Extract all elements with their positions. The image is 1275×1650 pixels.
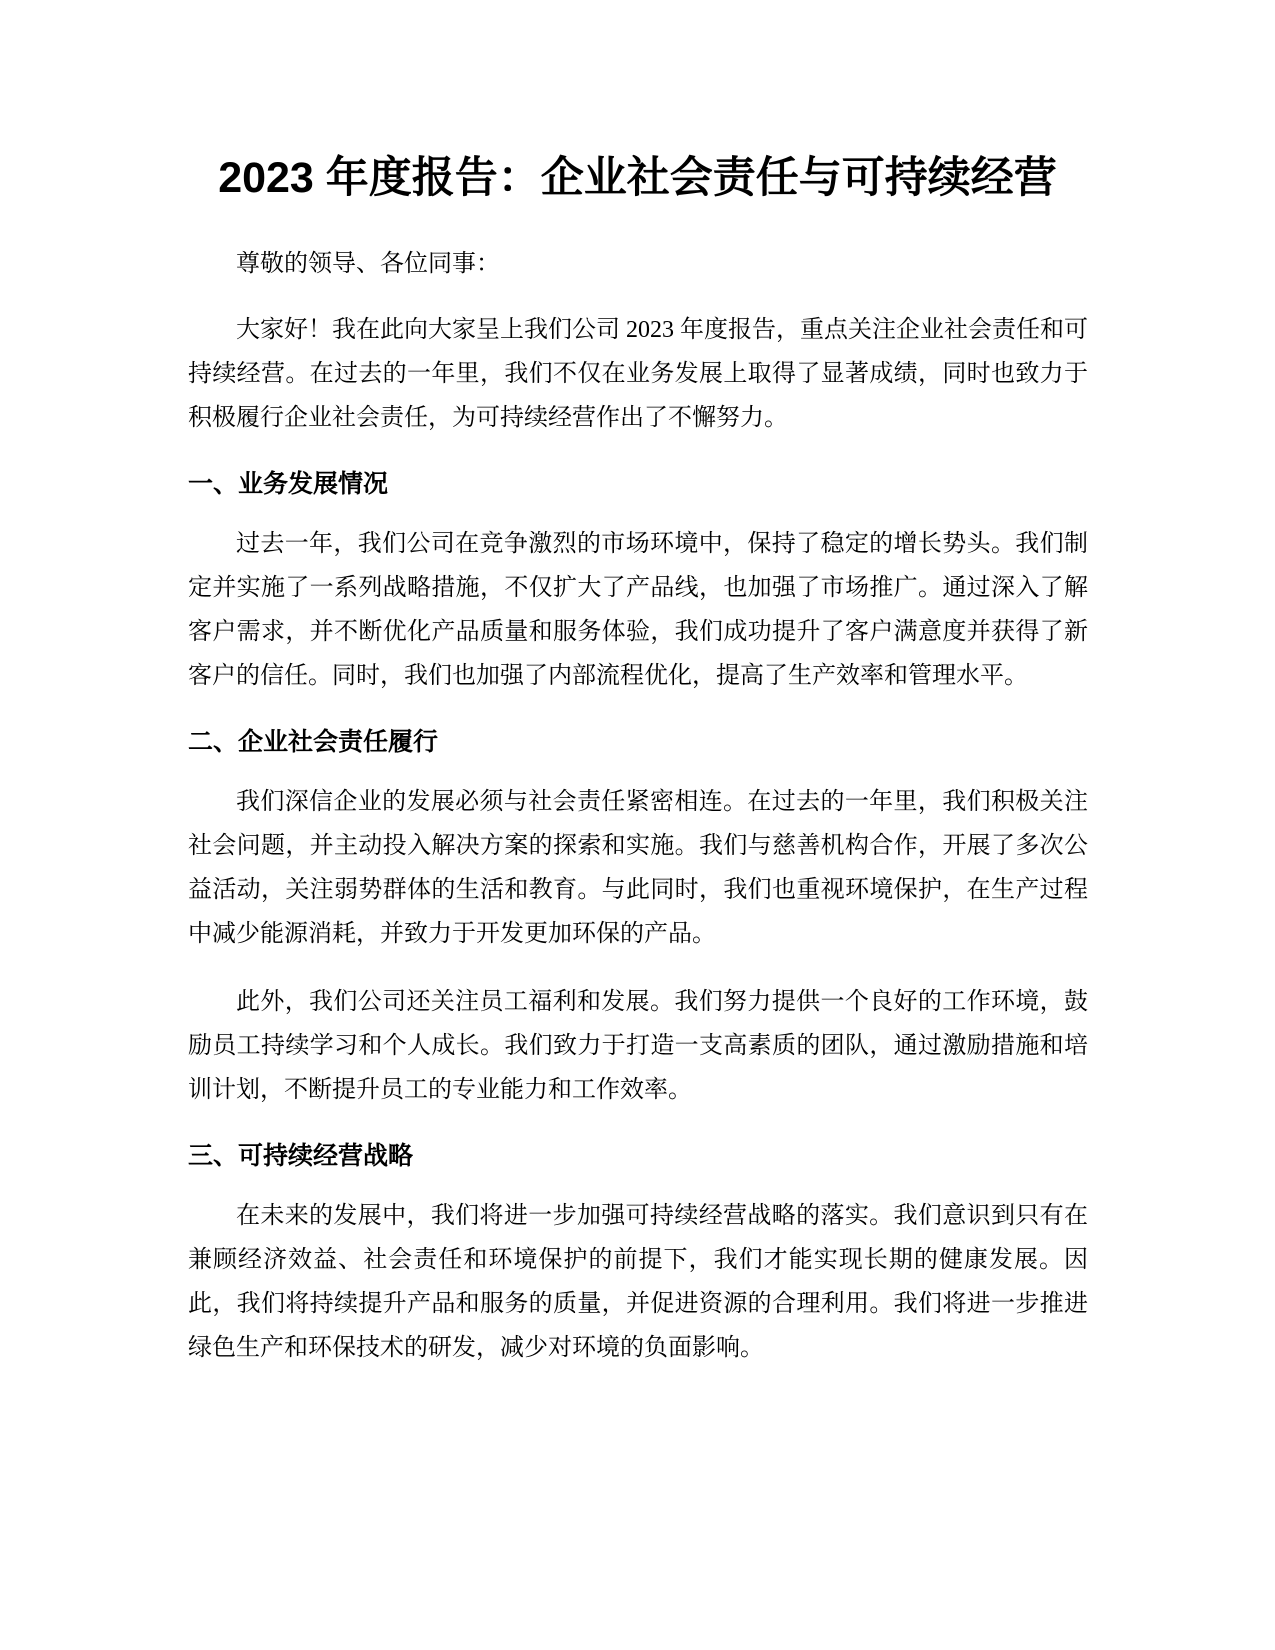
section-heading: 二、企业社会责任履行 — [188, 728, 439, 756]
greeting: 尊敬的领导、各位同事： — [236, 251, 500, 277]
section-paragraph: 我们深信企业的发展必须与社会责任紧密相连。在过去的一年里，我们积极关注社会问题，并主动投入解决方案的探索和实施。我们与慈善机构合作，开展了多次公益活动，关注弱势群体的生活和教育。与此同时，我们也重视环境保护，在生产过程中减少能源消耗，并致力于开发更加环保的产品。 — [188, 789, 1088, 947]
section-heading: 三、可持续经营战略 — [188, 1142, 414, 1170]
document-body — [188, 242, 1088, 1394]
section-heading: 一、业务发展情况 — [188, 470, 389, 498]
section-paragraph: 在未来的发展中，我们将进一步加强可持续经营战略的落实。我们意识到只有在兼顾经济效益、社会责任和环境保护的前提下，我们才能实现长期的健康发展。因此，我们将持续提升产品和服务的质量，并促进资源的合理利用。我们将进一步推进绿色生产和环保技术的研发，减少对环境的负面影响。 — [188, 1203, 1088, 1361]
section-paragraph: 此外，我们公司还关注员工福利和发展。我们努力提供一个良好的工作环境，鼓励员工持续学习和个人成长。我们致力于打造一支高素质的团队，通过激励措施和培训计划，不断提升员工的专业能力和工作效率。 — [188, 989, 1088, 1103]
document-title: 2023 年度报告：企业社会责任与可持续经营 — [218, 154, 1057, 202]
section-paragraph: 过去一年，我们公司在竞争激烈的市场环境中，保持了稳定的增长势头。我们制定并实施了一系列战略措施，不仅扩大了产品线，也加强了市场推广。通过深入了解客户需求，并不断优化产品质量和服务体验，我们成功提升了客户满意度并获得了新客户的信任。同时，我们也加强了内部流程优化，提高了生产效率和管理水平。 — [188, 531, 1088, 689]
intro-paragraph: 大家好！我在此向大家呈上我们公司 2023 年度报告，重点关注企业社会责任和可持续经营。在过去的一年里，我们不仅在业务发展上取得了显著成绩，同时也致力于积极履行企业社会责任，为可持续经营作出了不懈努力。 — [188, 317, 1088, 431]
